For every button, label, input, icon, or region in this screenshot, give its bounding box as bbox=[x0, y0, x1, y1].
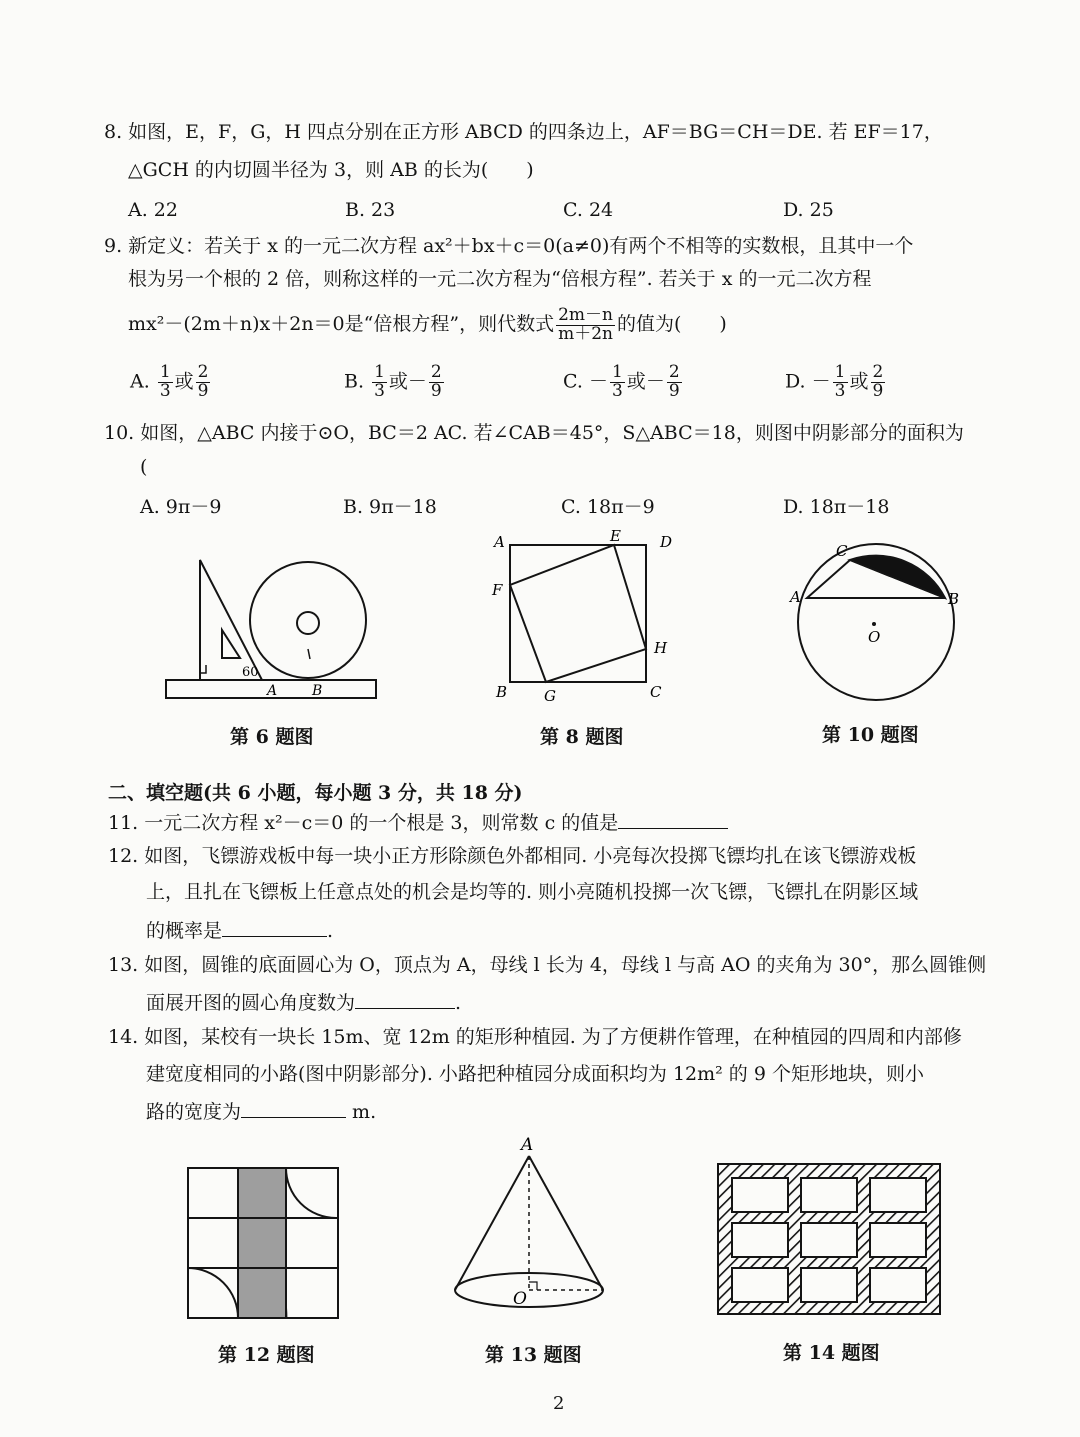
fig13-label-o: O bbox=[513, 1289, 527, 1309]
q9-d-frac1-num: 1 bbox=[834, 362, 846, 382]
fig14-caption: 第 14 题图 bbox=[783, 1342, 880, 1364]
q10-option-d: D. 18π－18 bbox=[783, 496, 890, 518]
figure-13 bbox=[445, 1130, 615, 1320]
fig8-label-b: B bbox=[496, 683, 508, 701]
q9-a-frac1-num: 1 bbox=[159, 362, 171, 382]
figure-14 bbox=[712, 1158, 947, 1323]
q13-line2-end: . bbox=[455, 992, 462, 1014]
fig6-caption: 第 6 题图 bbox=[230, 726, 314, 748]
q9-a-frac2 bbox=[196, 364, 211, 401]
fig6-label-a: A bbox=[267, 683, 278, 699]
q9-d-label: D. bbox=[785, 370, 806, 393]
fig13-right-angle-mark bbox=[529, 1282, 537, 1290]
figure-10 bbox=[780, 540, 970, 710]
q9-c-frac1-num: 1 bbox=[611, 362, 623, 382]
q9-c-sign2: － bbox=[645, 370, 665, 393]
q10-line1: 10. 如图，△ABC 内接于⊙O，BC＝2 AC. 若∠CAB＝45°，S△ABC＝18，则图中阴影部分的面积为 bbox=[104, 422, 964, 444]
q9-line3-pre: mx²－(2m＋n)x＋2n＝0是“倍根方程”，则代数式 bbox=[128, 313, 555, 335]
q10-line2: ( bbox=[140, 456, 148, 478]
q11-text bbox=[108, 812, 728, 833]
q11-answer-blank[interactable] bbox=[618, 812, 728, 829]
fig8-label-c: C bbox=[650, 683, 662, 701]
q9-c-or: 或 bbox=[626, 370, 646, 393]
q9-option-c bbox=[563, 364, 684, 401]
q9-a-frac2-den: 9 bbox=[197, 380, 209, 401]
q9-line3-post: 的值为( ) bbox=[616, 313, 727, 335]
figure-6 bbox=[160, 555, 385, 705]
q8-line2: △GCH 的内切圆半径为 3，则 AB 的长为( ) bbox=[128, 159, 534, 181]
fig8-label-e: E bbox=[610, 527, 621, 545]
q9-option-b bbox=[344, 364, 446, 401]
q9-b-sign2: － bbox=[407, 370, 427, 393]
q9-a-frac2-num: 2 bbox=[197, 362, 209, 382]
figure-8 bbox=[490, 525, 690, 710]
q9-c-sign1: － bbox=[588, 370, 608, 393]
q9-d-frac1-den: 3 bbox=[834, 380, 846, 401]
q9-c-frac2-den: 9 bbox=[668, 380, 680, 401]
fig10-label-c: C bbox=[836, 542, 848, 560]
fig12-caption: 第 12 题图 bbox=[218, 1344, 315, 1366]
q14-line1: 14. 如图，某校有一块长 15m、宽 12m 的矩形种植园. 为了方便耕作管理，在种植园的四周和内部修 bbox=[108, 1026, 962, 1048]
q12-answer-blank[interactable] bbox=[222, 920, 327, 937]
q12-line3-end: . bbox=[327, 920, 334, 942]
q8-option-d: D. 25 bbox=[783, 199, 834, 221]
fig6-disc bbox=[250, 562, 366, 678]
fig13-slant-right bbox=[529, 1156, 603, 1290]
q9-d-frac1 bbox=[833, 364, 848, 401]
q9-option-d bbox=[785, 364, 887, 401]
fig8-label-h: H bbox=[654, 639, 668, 657]
q9-d-frac2-num: 2 bbox=[872, 362, 884, 382]
q9-option-a bbox=[130, 364, 212, 401]
q12-line3 bbox=[146, 920, 333, 941]
fig6-disc-hole bbox=[297, 612, 319, 634]
q10-option-c: C. 18π－9 bbox=[561, 496, 655, 518]
q9-c-frac1-den: 3 bbox=[611, 380, 623, 401]
fig6-label-b: B bbox=[312, 683, 323, 699]
q13-line2 bbox=[146, 992, 461, 1013]
q14-answer-blank[interactable] bbox=[241, 1101, 346, 1118]
q9-d-frac2 bbox=[871, 364, 886, 401]
q8-option-c: C. 24 bbox=[563, 199, 614, 221]
fig13-label-a: A bbox=[521, 1135, 534, 1155]
fig13-caption: 第 13 题图 bbox=[485, 1344, 582, 1366]
q9-c-frac2-num: 2 bbox=[668, 362, 680, 382]
q9-d-sign1: － bbox=[811, 370, 831, 393]
q11-text-body: 11. 一元二次方程 x²－c＝0 的一个根是 3，则常数 c 的值是 bbox=[108, 812, 619, 834]
fig6-set-square bbox=[200, 560, 262, 680]
q9-line2: 根为另一个根的 2 倍，则称这样的一元二次方程为“倍根方程”. 若关于 x 的一元二次方程 bbox=[128, 268, 872, 290]
q14-line3 bbox=[146, 1101, 376, 1122]
fig8-label-d: D bbox=[660, 533, 673, 551]
q9-c-frac1 bbox=[610, 364, 625, 401]
q14-line3-body: 路的宽度为 bbox=[146, 1101, 242, 1123]
q9-b-label: B. bbox=[344, 370, 365, 393]
q9-a-or: 或 bbox=[174, 370, 194, 393]
q13-line2-body: 面展开图的圆心角度数为 bbox=[146, 992, 356, 1014]
q13-answer-blank[interactable] bbox=[355, 992, 455, 1009]
q10-option-b: B. 9π－18 bbox=[343, 496, 437, 518]
fig13-slant-left bbox=[455, 1156, 529, 1290]
q9-c-label: C. bbox=[563, 370, 583, 393]
fig10-label-b: B bbox=[948, 590, 960, 608]
q9-b-frac1-den: 3 bbox=[374, 380, 385, 401]
q8-option-b: B. 23 bbox=[345, 199, 396, 221]
q9-a-frac1-den: 3 bbox=[159, 380, 171, 401]
q14-line3-end: m. bbox=[346, 1101, 377, 1123]
q9-a-frac1 bbox=[158, 364, 173, 401]
q12-line2: 上，且扎在飞镖板上任意点处的机会是均等的. 则小亮随机投掷一次飞镖，飞镖扎在阴影区域 bbox=[146, 881, 919, 903]
q9-c-frac2 bbox=[667, 364, 682, 401]
fig10-label-a: A bbox=[790, 588, 801, 606]
figure-12 bbox=[185, 1165, 345, 1325]
fig12-arc-bottom bbox=[188, 1268, 238, 1318]
fig8-label-a: A bbox=[494, 533, 505, 551]
q8-line1: 8. 如图，E，F，G，H 四点分别在正方形 ABCD 的四条边上，AF＝BG＝CH＝DE. 若 EF＝17， bbox=[104, 121, 943, 143]
fig8-inner-square bbox=[510, 545, 646, 682]
q14-line2: 建宽度相同的小路(图中阴影部分). 小路把种植园分成面积均为 12m² 的 9 个矩形地块，则小 bbox=[146, 1063, 924, 1085]
q12-line3-body: 的概率是 bbox=[146, 920, 223, 942]
fig8-label-f: F bbox=[492, 581, 503, 599]
fig10-label-o: O bbox=[868, 628, 881, 646]
fig14-plots bbox=[732, 1178, 926, 1302]
q10-option-a: A. 9π－9 bbox=[140, 496, 222, 518]
q9-expression-fraction bbox=[556, 304, 615, 344]
q12-line1: 12. 如图，飞镖游戏板中每一块小正方形除颜色外都相同. 小亮每次投掷飞镖均扎在该飞镖游戏板 bbox=[108, 845, 917, 867]
q9-line3 bbox=[128, 304, 727, 344]
q9-d-or: 或 bbox=[849, 370, 869, 393]
q9-b-frac1-num: 1 bbox=[374, 362, 385, 382]
fig10-center-dot bbox=[872, 622, 876, 626]
q9-frac-denominator: m＋2n bbox=[558, 323, 613, 344]
q9-line1: 9. 新定义：若关于 x 的一元二次方程 ax²＋bx＋c＝0(a≠0)有两个不相等的实数根，且其中一个 bbox=[104, 235, 914, 257]
q9-b-frac1 bbox=[372, 364, 387, 401]
q9-a-label: A. bbox=[130, 370, 150, 393]
fig8-caption: 第 8 题图 bbox=[540, 726, 624, 748]
page-number: 2 bbox=[553, 1393, 565, 1414]
q9-b-frac2-den: 9 bbox=[430, 380, 442, 401]
fig10-caption: 第 10 题图 bbox=[822, 724, 919, 746]
q9-b-frac2 bbox=[429, 364, 444, 401]
q13-line1: 13. 如图，圆锥的底面圆心为 O，顶点为 A，母线 l 长为 4，母线 l 与高 AO 的夹角为 30°，那么圆锥侧 bbox=[108, 954, 987, 976]
fig6-radius-mark bbox=[308, 649, 310, 659]
q9-b-frac2-num: 2 bbox=[430, 362, 442, 382]
q9-frac-numerator: 2m－n bbox=[558, 304, 613, 325]
q9-b-or: 或 bbox=[388, 370, 408, 393]
q8-option-a: A. 22 bbox=[128, 199, 178, 221]
fig8-label-g: G bbox=[544, 687, 556, 705]
fig8-outer-square bbox=[510, 545, 646, 682]
section2-title: 二、填空题(共 6 小题，每小题 3 分，共 18 分) bbox=[108, 782, 523, 804]
q9-d-frac2-den: 9 bbox=[872, 380, 884, 401]
fig6-angle-label: 60 bbox=[242, 665, 259, 680]
